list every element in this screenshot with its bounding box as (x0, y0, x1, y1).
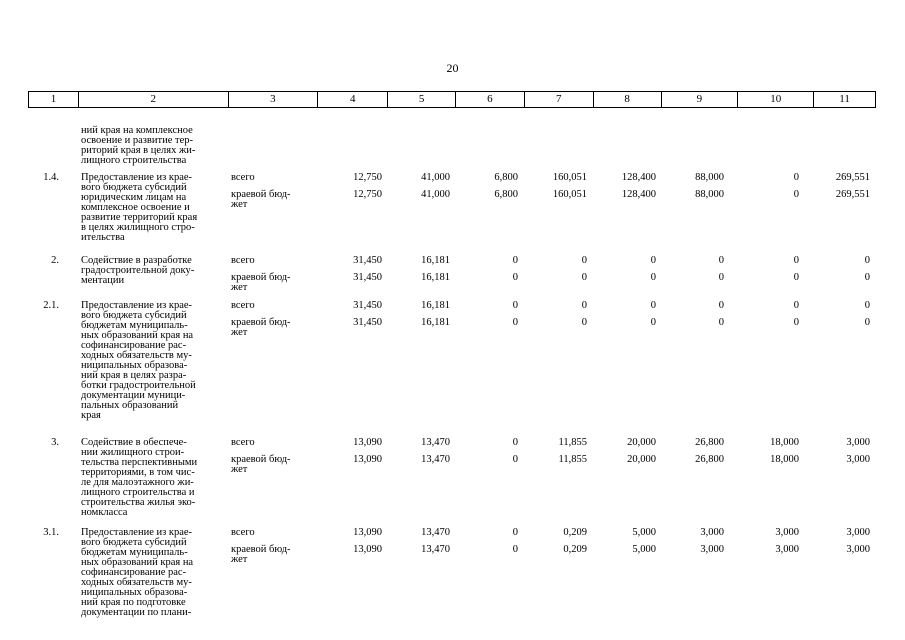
value-cell-col9: 0 (718, 255, 724, 266)
description-line: ходных обязательств му- (81, 577, 192, 588)
description-line: ний края по подготовке (81, 597, 186, 608)
funding-source-label (231, 545, 291, 565)
description-line: Предоставление из крае- (81, 527, 193, 538)
value-cell-col5: 13,470 (421, 454, 450, 465)
description-line: документации муници- (81, 390, 186, 401)
funding-source-line: жет (231, 327, 248, 338)
description-line: пальных образований (81, 400, 179, 411)
value-cell-col8: 5,000 (632, 527, 656, 538)
value-cell-col7: 160,051 (552, 172, 587, 183)
description-line: риторий края в целях жи- (81, 145, 196, 156)
value-cell-col9: 0 (718, 317, 724, 328)
funding-source-line: краевой бюд- (231, 189, 291, 200)
value-cell-col4: 13,090 (353, 527, 382, 538)
value-cell-col6: 0 (512, 255, 518, 266)
value-cell-col11: 0 (864, 300, 870, 311)
column-header-5: 5 (388, 92, 456, 107)
description-line: вого бюджета субсидий (81, 310, 187, 321)
description-line: ле для малоэтажного жи- (81, 477, 194, 488)
value-cell-col6: 0 (512, 437, 518, 448)
value-cell-col6: 0 (512, 300, 518, 311)
value-cell-col7: 0,209 (563, 527, 587, 538)
value-cell-col10: 3,000 (775, 544, 799, 555)
description-line: лищного строительства и (81, 487, 195, 498)
description-line: ходных обязательств му- (81, 350, 192, 361)
value-cell-col11: 3,000 (846, 544, 870, 555)
value-cell-col9: 88,000 (695, 189, 724, 200)
value-cell-col10: 0 (793, 255, 799, 266)
funding-source-label (231, 190, 291, 210)
funding-source-line: краевой бюд- (231, 272, 291, 283)
description-line: края (81, 410, 101, 421)
value-cell-col6: 0 (512, 317, 518, 328)
value-cell-col4: 31,450 (353, 300, 382, 311)
row-number: 3.1. (43, 527, 59, 538)
description-line: софинансирование рас- (81, 567, 187, 578)
value-cell-col10: 3,000 (775, 527, 799, 538)
value-cell-col6: 6,800 (494, 172, 518, 183)
value-cell-col4: 31,450 (353, 317, 382, 328)
description-line: освоение и развитие тер- (81, 135, 193, 146)
value-cell-col5: 16,181 (421, 272, 450, 283)
funding-source-line: всего (231, 255, 255, 266)
value-cell-col5: 41,000 (421, 189, 450, 200)
funding-source-label (231, 438, 255, 448)
value-cell-col11: 0 (864, 272, 870, 283)
value-cell-col6: 6,800 (494, 189, 518, 200)
value-cell-col4: 13,090 (353, 544, 382, 555)
value-cell-col9: 0 (718, 272, 724, 283)
value-cell-col9: 3,000 (700, 527, 724, 538)
funding-source-label (231, 256, 255, 266)
value-cell-col5: 16,181 (421, 317, 450, 328)
value-cell-col9: 0 (718, 300, 724, 311)
value-cell-col10: 18,000 (770, 437, 799, 448)
description-line: номкласса (81, 507, 128, 518)
funding-source-label (231, 528, 255, 538)
funding-source-label (231, 455, 291, 475)
funding-source-label (231, 301, 255, 311)
column-header-11: 11 (839, 93, 850, 105)
funding-source-line: краевой бюд- (231, 544, 291, 555)
funding-source-line: жет (231, 199, 248, 210)
budget-table (28, 91, 876, 618)
value-cell-col7: 0 (581, 300, 587, 311)
funding-source-line: всего (231, 300, 255, 311)
column-header-2: 2 (79, 92, 229, 107)
value-cell-col11: 3,000 (846, 527, 870, 538)
description-line: комплексное освоение и (81, 202, 190, 213)
value-cell-col8: 20,000 (627, 437, 656, 448)
funding-source-line: всего (231, 437, 255, 448)
value-cell-col8: 0 (650, 272, 656, 283)
value-cell-col8: 5,000 (632, 544, 656, 555)
description-line: строительства жилья эко- (81, 497, 196, 508)
value-cell-col11: 269,551 (835, 189, 870, 200)
description-line: территориями, в том чис- (81, 467, 195, 478)
value-cell-col4: 31,450 (353, 272, 382, 283)
description-line: ниципальных образова- (81, 587, 188, 598)
value-cell-col4: 12,750 (353, 189, 382, 200)
description-line: Предоставление из крае- (81, 172, 193, 183)
value-cell-col11: 3,000 (846, 437, 870, 448)
row-description (81, 438, 197, 518)
value-cell-col8: 128,400 (621, 189, 656, 200)
description-line: в целях жилищного стро- (81, 222, 195, 233)
value-cell-col5: 13,470 (421, 527, 450, 538)
value-cell-col7: 0,209 (563, 544, 587, 555)
column-header-8: 8 (594, 92, 662, 107)
funding-source-line: краевой бюд- (231, 317, 291, 328)
row-description (81, 126, 195, 166)
value-cell-col8: 0 (650, 317, 656, 328)
value-cell-col10: 0 (793, 300, 799, 311)
value-cell-col7: 160,051 (552, 189, 587, 200)
column-header-4: 4 (318, 92, 388, 107)
column-header-7: 7 (525, 92, 594, 107)
value-cell-col6: 0 (512, 544, 518, 555)
description-line: градостроительной доку- (81, 265, 195, 276)
value-cell-col9: 88,000 (695, 172, 724, 183)
description-line: документации по плани- (81, 607, 192, 618)
column-header-10: 10 (738, 92, 814, 107)
value-cell-col7: 0 (581, 272, 587, 283)
value-cell-col10: 18,000 (770, 454, 799, 465)
value-cell-col4: 13,090 (353, 437, 382, 448)
value-cell-col4: 13,090 (353, 454, 382, 465)
description-line: ний края на комплексное (81, 125, 193, 136)
value-cell-col6: 0 (512, 272, 518, 283)
description-line: нии жилищного строи- (81, 447, 185, 458)
value-cell-col9: 3,000 (700, 544, 724, 555)
value-cell-col11: 269,551 (835, 172, 870, 183)
description-line: ментации (81, 275, 125, 286)
funding-source-line: всего (231, 172, 255, 183)
description-line: ительства (81, 232, 125, 243)
value-cell-col5: 16,181 (421, 255, 450, 266)
value-cell-col5: 16,181 (421, 300, 450, 311)
value-cell-col4: 12,750 (353, 172, 382, 183)
row-number: 3. (51, 437, 59, 448)
value-cell-col5: 13,470 (421, 437, 450, 448)
funding-source-line: всего (231, 527, 255, 538)
funding-source-line: краевой бюд- (231, 454, 291, 465)
table-header (28, 91, 876, 108)
column-header-3: 3 (229, 92, 319, 107)
funding-source-label (231, 273, 291, 293)
description-line: Предоставление из крае- (81, 300, 193, 311)
value-cell-col9: 26,800 (695, 437, 724, 448)
description-line: Содействие в разработке (81, 255, 192, 266)
column-header-9: 9 (662, 92, 739, 107)
value-cell-col8: 128,400 (621, 172, 656, 183)
description-line: ных образований края на (81, 557, 194, 568)
funding-source-line: жет (231, 282, 248, 293)
funding-source-label (231, 318, 291, 338)
row-description (81, 256, 194, 286)
funding-source-line: жет (231, 554, 248, 565)
description-line: бюджетам муниципаль- (81, 320, 188, 331)
value-cell-col8: 0 (650, 255, 656, 266)
value-cell-col5: 41,000 (421, 172, 450, 183)
description-line: Содействие в обеспече- (81, 437, 187, 448)
row-description (81, 528, 193, 618)
value-cell-col6: 0 (512, 454, 518, 465)
column-header-6: 6 (456, 92, 525, 107)
value-cell-col7: 11,855 (558, 437, 587, 448)
row-number: 1.4. (43, 172, 59, 183)
value-cell-col10: 0 (793, 272, 799, 283)
value-cell-col11: 0 (864, 255, 870, 266)
description-line: развитие территорий края (81, 212, 198, 223)
column-header-1: 1 (29, 92, 79, 107)
funding-source-label (231, 173, 255, 183)
funding-source-line: жет (231, 464, 248, 475)
value-cell-col7: 0 (581, 255, 587, 266)
description-line: ниципальных образова- (81, 360, 188, 371)
value-cell-col10: 0 (793, 317, 799, 328)
value-cell-col10: 0 (793, 172, 799, 183)
description-line: вого бюджета субсидий (81, 537, 187, 548)
row-description (81, 301, 196, 421)
page-number: 20 (446, 61, 459, 75)
value-cell-col9: 26,800 (695, 454, 724, 465)
value-cell-col6: 0 (512, 527, 518, 538)
value-cell-col4: 31,450 (353, 255, 382, 266)
value-cell-col8: 20,000 (627, 454, 656, 465)
value-cell-col7: 0 (581, 317, 587, 328)
row-number: 2.1. (43, 300, 59, 311)
description-line: ний края в целях разра- (81, 370, 187, 381)
value-cell-col11: 0 (864, 317, 870, 328)
value-cell-col10: 0 (793, 189, 799, 200)
description-line: ных образований края на (81, 330, 194, 341)
description-line: лищного строительства (81, 155, 187, 166)
description-line: бюджетам муниципаль- (81, 547, 188, 558)
value-cell-col7: 11,855 (558, 454, 587, 465)
value-cell-col11: 3,000 (846, 454, 870, 465)
description-line: тельства перспективными (81, 457, 198, 468)
value-cell-col8: 0 (650, 300, 656, 311)
description-line: софинансирование рас- (81, 340, 187, 351)
description-line: вого бюджета субсидий (81, 182, 187, 193)
row-number: 2. (51, 255, 59, 266)
value-cell-col5: 13,470 (421, 544, 450, 555)
description-line: юридическим лицам на (81, 192, 187, 203)
description-line: ботки градостроительной (81, 380, 196, 391)
row-description (81, 173, 197, 243)
